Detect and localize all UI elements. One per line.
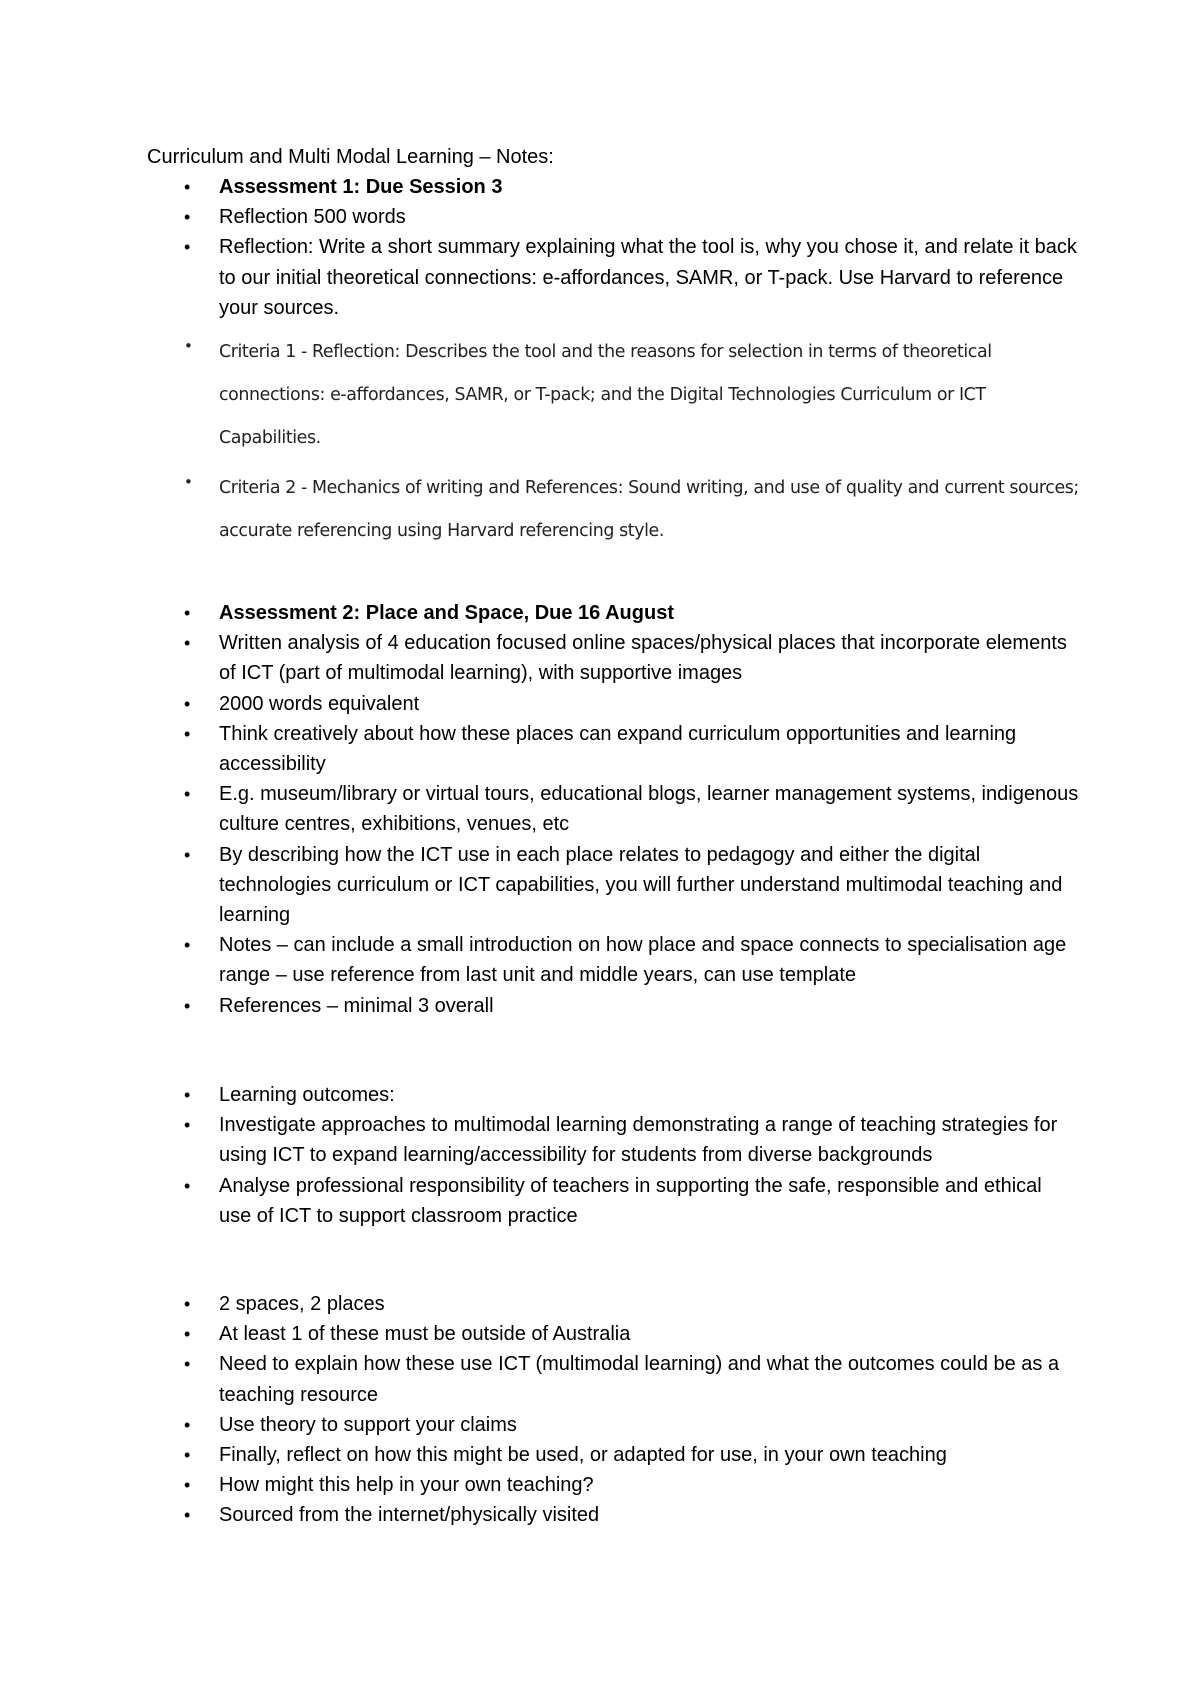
assessment2-list <box>0 598 1200 1021</box>
learning-outcomes-list <box>0 1080 1200 1231</box>
bullet-icon: • <box>184 1294 191 1314</box>
list-item-text: Learning outcomes: <box>219 1084 395 1106</box>
places-list <box>0 1289 1200 1531</box>
list-item-text: Written analysis of 4 education focused online spaces/physical places that incorporate elements of ICT (part of multimodal learning), with supportive images <box>219 632 1067 685</box>
list-item-text: Analyse professional responsibility of teachers in supporting the safe, responsible and ethical use of ICT to support classroom practice <box>219 1174 1042 1227</box>
bullet-icon: • <box>184 1505 191 1526</box>
bullet-icon: • <box>184 177 191 197</box>
bullet-icon: • <box>184 603 191 623</box>
bullet-icon: • <box>184 1354 191 1375</box>
bullet-icon: • <box>184 1445 191 1466</box>
list-item <box>0 930 1079 990</box>
criteria-list <box>0 331 1200 553</box>
list-item-text: By describing how the ICT use in each place relates to pedagogy and either the digital technologies curriculum or ICT capabilities, you will further understand multimodal teaching and learning <box>219 843 1063 927</box>
list-item <box>0 1440 1079 1470</box>
bullet-icon: • <box>184 1175 191 1196</box>
list-item <box>0 779 1079 839</box>
list-item-text: Use theory to support your claims <box>219 1413 517 1436</box>
list-item-text: E.g. museum/library or virtual tours, educational blogs, learner management systems, indigenous culture centres, exhibitions, venues, etc <box>219 783 1079 836</box>
list-item-text: Criteria 1 - Reflection: Describes the tool and the reasons for selection in terms of theoretical connections: e-affordances, SAMR, or T-pack; and the Digital Technologies Curriculum or ICT Capabilities. <box>219 342 992 448</box>
list-item <box>0 467 1089 553</box>
list-item <box>0 1171 1079 1231</box>
list-item-text: 2000 words equivalent <box>219 692 420 715</box>
list-item <box>0 331 1089 460</box>
list-item <box>0 172 1079 202</box>
list-item <box>0 991 1079 1021</box>
bullet-icon: • <box>184 1475 191 1496</box>
list-item <box>0 628 1079 688</box>
bullet-icon: • <box>184 1414 191 1435</box>
list-item-text: 2 spaces, 2 places <box>219 1293 385 1315</box>
bullet-icon: • <box>184 1085 191 1105</box>
bullet-icon: • <box>184 693 191 714</box>
list-item <box>0 598 1079 628</box>
list-item <box>0 1470 1079 1500</box>
list-item-text: References – minimal 3 overall <box>219 994 494 1017</box>
list-item-text: Think creatively about how these places can expand curriculum opportunities and learning accessibility <box>219 722 1017 776</box>
bullet-icon: • <box>184 633 191 654</box>
list-item <box>0 1349 1079 1409</box>
list-item-text: Assessment 2: Place and Space, Due 16 August <box>219 602 674 624</box>
list-item-text: Finally, reflect on how this might be used, or adapted for use, in your own teaching <box>219 1444 947 1467</box>
list-item <box>0 202 1079 232</box>
list-item-text: At least 1 of these must be outside of Australia <box>219 1323 631 1346</box>
assessment1-list <box>0 172 1200 323</box>
list-item <box>0 689 1079 719</box>
list-item-text: Assessment 1: Due Session 3 <box>219 176 503 198</box>
list-item-text: Sourced from the internet/physically visited <box>219 1504 600 1527</box>
list-item <box>0 1289 1079 1319</box>
list-item-text: Criteria 2 - Mechanics of writing and References: Sound writing, and use of quality and current sources; accurate referencing using Harvard referencing style. <box>219 478 1079 541</box>
list-item-text: Reflection 500 words <box>219 206 406 229</box>
list-item <box>0 1319 1079 1349</box>
bullet-icon: • <box>184 237 191 258</box>
list-item-text: Investigate approaches to multimodal learning demonstrating a range of teaching strategies for using ICT to expand learning/accessibility for students from diverse backgrounds <box>219 1114 1058 1167</box>
list-item-text: Reflection: Write a short summary explaining what the tool is, why you chose it, and relate it back to our initial theoretical connections: e-affordances, SAMR, or T-pack. Use Harvard to reference your sources. <box>219 236 1077 319</box>
list-item <box>0 1110 1079 1170</box>
bullet-icon: • <box>184 1324 191 1345</box>
list-item-text: Notes – can include a small introduction on how place and space connects to specialisation age range – use reference from last unit and middle years, can use template <box>219 934 1067 987</box>
list-item <box>0 232 1079 323</box>
bullet-icon: • <box>184 207 191 228</box>
list-item <box>0 719 1079 779</box>
bullet-icon: • <box>184 995 191 1016</box>
bullet-icon: • <box>184 1115 191 1136</box>
bullet-icon: • <box>184 473 193 491</box>
bullet-icon: • <box>184 784 191 805</box>
list-item <box>0 1080 1079 1110</box>
bullet-icon: • <box>184 723 191 744</box>
bullet-icon: • <box>184 844 191 865</box>
bullet-icon: • <box>184 935 191 956</box>
document-title: Curriculum and Multi Modal Learning – Notes: <box>147 146 554 168</box>
list-item-text: How might this help in your own teaching? <box>219 1474 594 1497</box>
list-item-text: Need to explain how these use ICT (multimodal learning) and what the outcomes could be as a teaching resource <box>219 1353 1060 1406</box>
list-item <box>0 1500 1079 1530</box>
list-item <box>0 1410 1079 1440</box>
bullet-icon: • <box>184 337 193 355</box>
list-item <box>0 840 1079 931</box>
